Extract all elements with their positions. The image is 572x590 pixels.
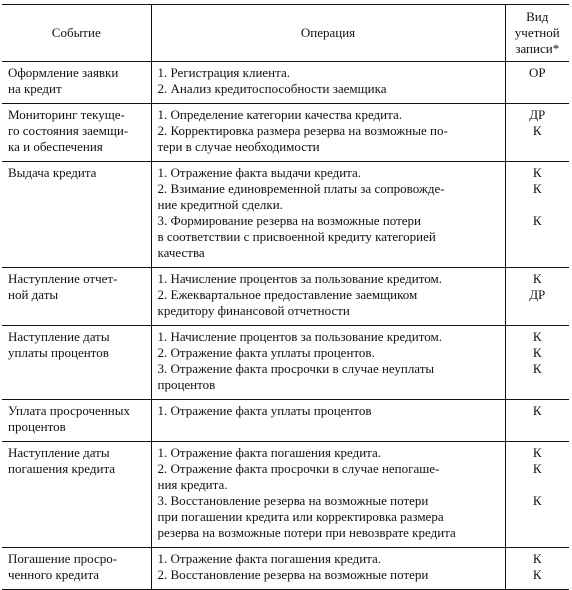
operation-text-line: 3. Восстановление резерва на возможные потери	[157, 493, 429, 508]
event-text-line: ка и обеспечения	[8, 139, 103, 154]
header-record-type-line: учетной	[514, 25, 560, 40]
operation-list	[156, 65, 501, 97]
operation-text-line: ние кредитной сделки.	[157, 197, 283, 212]
operation-text-line: 2. Отражение факта просрочки в случае непогаше-	[157, 461, 440, 476]
event-cell	[2, 268, 151, 326]
operation-text-line: кредитору финансовой отчетности	[157, 303, 350, 318]
event-text-line: Наступление отчет-	[8, 271, 118, 286]
header-operation: Операция	[151, 5, 505, 62]
operation-list	[156, 403, 501, 419]
table-row	[2, 548, 569, 590]
operation-text-line: 2. Ежеквартальное предоставление заемщиком	[157, 287, 418, 302]
event-text-line: Оформление заявки	[8, 65, 119, 80]
record-type-cell	[505, 162, 569, 268]
event-text-line: уплаты процентов	[8, 345, 109, 360]
record-type-value: ОР	[528, 65, 546, 80]
table-row	[2, 62, 569, 104]
record-type-cell	[505, 104, 569, 162]
event-cell	[2, 104, 151, 162]
record-type-value	[508, 477, 568, 493]
table-row	[2, 400, 569, 442]
event-cell	[2, 326, 151, 400]
event-text-line: процентов	[8, 419, 66, 434]
record-type-value: К	[532, 165, 542, 180]
operation-text-line: 3. Отражение факта просрочки в случае неуплаты	[157, 361, 435, 376]
record-type-value: К	[532, 403, 542, 418]
operation-text-line: качества	[157, 245, 205, 260]
operation-text-line: процентов	[157, 377, 216, 392]
event-text-line: Уплата просроченных	[8, 403, 130, 418]
table-header-row	[2, 5, 569, 62]
operation-text-line: 1. Отражение факта погашения кредита.	[157, 445, 382, 460]
table-row	[2, 326, 569, 400]
record-type-value: ДР	[529, 107, 546, 122]
event-text-line: на кредит	[8, 81, 62, 96]
event-cell	[2, 62, 151, 104]
operation-text-line: 3. Формирование резерва на возможные потери	[157, 213, 422, 228]
record-type-value: К	[532, 345, 542, 360]
operation-text-line: 1. Регистрация клиента.	[157, 65, 290, 80]
credit-events-table	[2, 4, 569, 590]
operation-text-line: в соответствии с присвоенной кредиту категорией	[157, 229, 436, 244]
header-record-type	[505, 5, 569, 62]
record-type-value: К	[532, 271, 542, 286]
operation-text-line: ния кредита.	[157, 477, 228, 492]
operation-text-line: 1. Начисление процентов за пользование кредитом.	[157, 329, 442, 344]
record-type-value: К	[532, 329, 542, 344]
operation-cell	[151, 268, 505, 326]
operation-list	[156, 551, 501, 583]
header-record-type-line: записи*	[515, 41, 560, 56]
table-row	[2, 442, 569, 548]
header-event: Событие	[2, 5, 151, 62]
event-text-line: Погашение просро-	[8, 551, 118, 566]
event-text-line: Выдача кредита	[8, 165, 97, 180]
operation-cell	[151, 62, 505, 104]
operation-cell	[151, 442, 505, 548]
operation-cell	[151, 162, 505, 268]
record-type-value: К	[532, 551, 542, 566]
record-type-value: К	[532, 461, 542, 476]
record-type-cell	[505, 442, 569, 548]
record-type-cell	[505, 62, 569, 104]
operation-text-line: 1. Начисление процентов за пользование кредитом.	[157, 271, 442, 286]
event-cell	[2, 162, 151, 268]
record-type-cell	[505, 400, 569, 442]
operation-list	[156, 107, 501, 155]
event-cell	[2, 442, 151, 548]
operation-cell	[151, 326, 505, 400]
record-type-value: К	[532, 493, 542, 508]
event-text-line: Наступление даты	[8, 445, 110, 460]
operation-cell	[151, 400, 505, 442]
event-text-line: ной даты	[8, 287, 59, 302]
operation-text-line: тери в случае необходимости	[157, 139, 320, 154]
operation-cell	[151, 548, 505, 590]
operation-text-line: 2. Анализ кредитоспособности заемщика	[157, 81, 387, 96]
event-text-line: Мониторинг текуще-	[8, 107, 125, 122]
event-cell	[2, 400, 151, 442]
event-cell	[2, 548, 151, 590]
record-type-value: К	[532, 361, 542, 376]
operation-text-line: 1. Отражение факта уплаты процентов	[157, 403, 372, 418]
event-text-line: ченного кредита	[8, 567, 100, 582]
operation-list	[156, 445, 501, 541]
record-type-cell	[505, 268, 569, 326]
operation-text-line: резерва на возможные потери при невозврате кредита	[157, 525, 456, 540]
operation-list	[156, 165, 501, 261]
operation-text-line: при погашении кредита или корректировка размера	[157, 509, 444, 524]
record-type-value: К	[532, 567, 542, 582]
table-body	[2, 62, 569, 590]
table-row	[2, 162, 569, 268]
record-type-value: ДР	[529, 287, 546, 302]
event-text-line: погашения кредита	[8, 461, 116, 476]
record-type-value: К	[532, 213, 542, 228]
operation-cell	[151, 104, 505, 162]
record-type-cell	[505, 326, 569, 400]
operation-text-line: 2. Взимание единовременной платы за сопровожде-	[157, 181, 445, 196]
operation-list	[156, 329, 501, 393]
header-record-type-line: Вид	[526, 9, 549, 24]
operation-list	[156, 271, 501, 319]
record-type-value: К	[532, 181, 542, 196]
record-type-value	[508, 197, 568, 213]
event-text-line: Наступление даты	[8, 329, 110, 344]
operation-text-line: 2. Восстановление резерва на возможные потери	[157, 567, 429, 582]
table-row	[2, 104, 569, 162]
operation-text-line: 2. Корректировка размера резерва на возможные по-	[157, 123, 448, 138]
operation-text-line: 2. Отражение факта уплаты процентов.	[157, 345, 375, 360]
record-type-cell	[505, 548, 569, 590]
record-type-value: К	[532, 123, 542, 138]
operation-text-line: 1. Определение категории качества кредита.	[157, 107, 402, 122]
operation-text-line: 1. Отражение факта выдачи кредита.	[157, 165, 362, 180]
event-text-line: го состояния заемщи-	[8, 123, 129, 138]
record-type-value: К	[532, 445, 542, 460]
table-row	[2, 268, 569, 326]
operation-text-line: 1. Отражение факта погашения кредита.	[157, 551, 382, 566]
